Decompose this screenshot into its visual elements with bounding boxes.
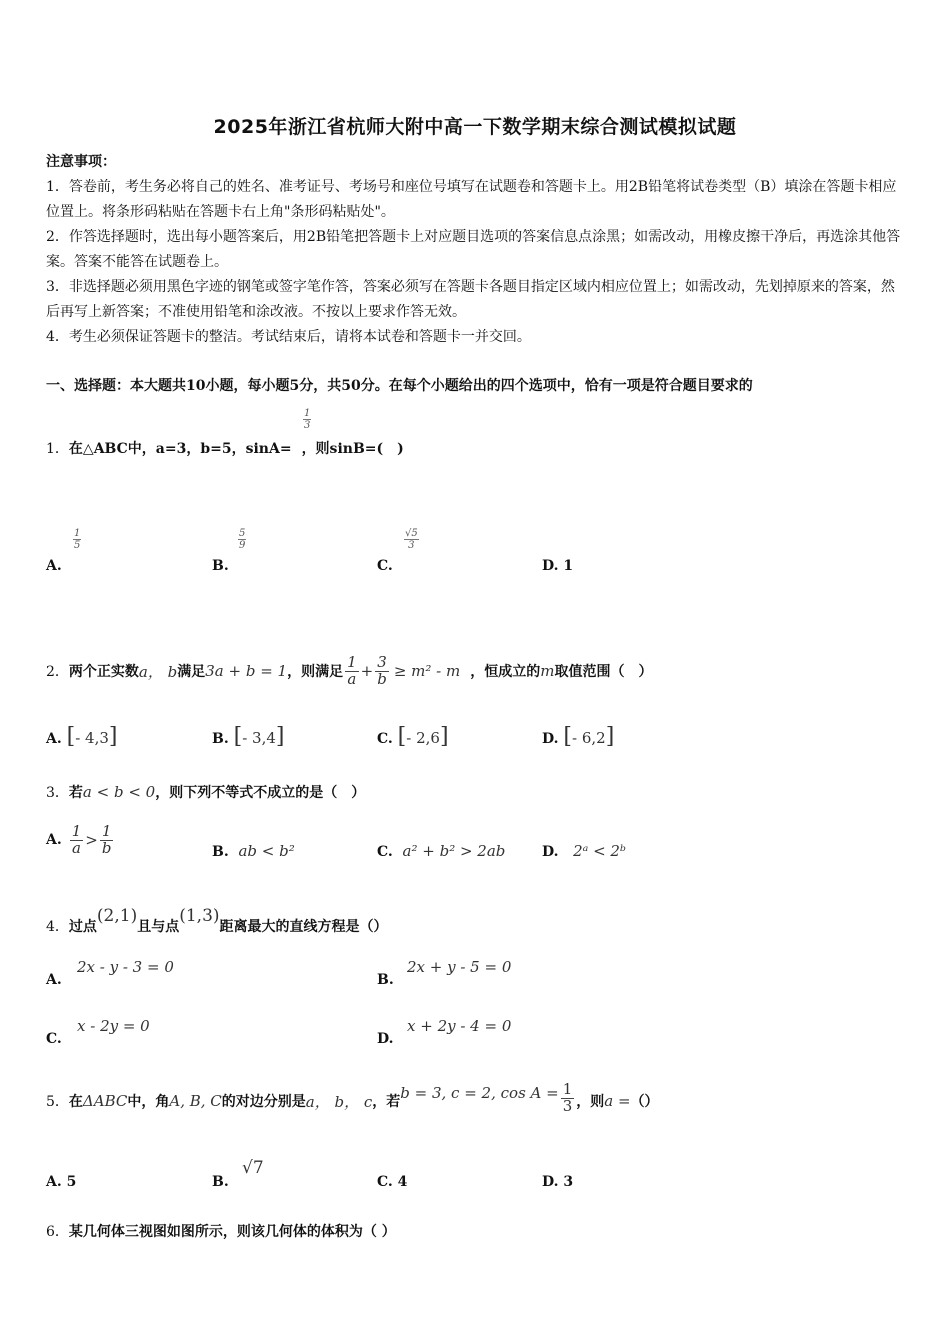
question-5	[46, 1076, 659, 1126]
q5-option-a-value: 5	[66, 1174, 77, 1190]
q4-text-1: 过点	[68, 919, 97, 935]
q5-option-d-label: D.	[542, 1174, 559, 1190]
q1-sina-num: 1	[304, 408, 311, 419]
q1-text-b: ，则sinB=( )	[301, 441, 404, 457]
q5-math-1: ΔABC	[82, 1092, 128, 1110]
q2-text-2: 满足	[177, 664, 206, 680]
q2-frac-2-num: 3	[377, 652, 387, 671]
q2-option-a-value: - 4,3	[75, 729, 109, 747]
q3-option-b-value: ab < b²	[238, 842, 295, 860]
q2-option-b-value: - 3,4	[242, 729, 276, 747]
section-heading: 一、选择题：本大题共10小题，每小题5分，共50分。在每个小题给出的四个选项中，恰有一项是符合题目要求的	[46, 378, 753, 394]
q1-sina-fraction	[303, 408, 311, 431]
notice-item-1: 1．答卷前，考生务必将自己的姓名、准考证号、考场号和座位号填写在试题卷和答题卡上。用2B铅笔将试卷类型（B）填涂在答题卡相应位置上。将条形码粘贴在答题卡右上角"条形码粘贴处"。	[46, 179, 897, 220]
q1-text-a: 在△ABC中，a=3，b=5，sinA=	[68, 441, 292, 457]
q2-text-5: 取值范围（ ）	[554, 664, 653, 680]
q2-option-b[interactable]	[212, 724, 284, 749]
q1-option-c[interactable]	[377, 558, 393, 574]
question-1	[46, 438, 404, 458]
q2-option-b-label: B.	[212, 731, 229, 747]
q5-option-b-label-wrap[interactable]	[212, 1174, 229, 1190]
question-3	[46, 782, 365, 802]
q1-option-b-den: 9	[239, 540, 246, 551]
q2-frac-1-den: a	[347, 669, 357, 688]
q5-option-b[interactable]	[242, 1158, 264, 1178]
q2-text-3: ，则满足	[287, 664, 344, 680]
q2-option-c-label: C.	[377, 731, 393, 747]
q4-text-3: 距离最大的直线方程是（）	[219, 919, 388, 935]
q5-option-c-label: C.	[377, 1174, 393, 1190]
q1-option-b-label: B.	[212, 558, 229, 574]
q2-option-c-interval: [- 2,6]	[397, 724, 449, 749]
q1-option-c-num: √5	[405, 528, 418, 539]
question-6	[46, 1221, 396, 1241]
q4-option-b-value: 2x + y - 5 = 0	[407, 958, 512, 976]
q4-option-d-label-wrap[interactable]	[377, 1031, 394, 1047]
q5-option-c-value: 4	[397, 1174, 408, 1190]
q3-option-c[interactable]	[377, 842, 505, 860]
q3-option-c-value: a² + b² > 2ab	[402, 842, 506, 860]
q5-option-b-label: B.	[212, 1174, 229, 1190]
q3-option-a-rd: b	[101, 838, 112, 857]
notice-heading: 注意事项：	[46, 154, 116, 170]
notice-item-4: 4．考生必须保证答题卡的整洁。考试结束后，请将本试卷和答题卡一并交回。	[46, 329, 531, 345]
q3-option-a[interactable]	[46, 815, 115, 865]
q3-option-b[interactable]	[212, 842, 295, 860]
q4-option-b-label: B.	[377, 972, 394, 988]
q1-option-d-value: 1	[563, 558, 574, 574]
q2-frac-1	[345, 652, 359, 688]
q4-option-b-label-wrap[interactable]	[377, 972, 394, 988]
q5-option-d[interactable]	[542, 1174, 573, 1190]
q5-math-5: a =	[604, 1092, 631, 1110]
q3-option-d-value: 2ᵃ < 2ᵇ	[573, 842, 626, 860]
q4-option-d[interactable]	[407, 1017, 511, 1035]
q5-option-d-value: 3	[563, 1174, 574, 1190]
q5-frac-num: 1	[562, 1079, 573, 1098]
q2-option-d-label: D.	[542, 731, 559, 747]
q2-option-d-interval: [- 6,2]	[563, 724, 615, 749]
q3-number: 3．	[46, 785, 69, 801]
q3-option-d-label: D.	[542, 844, 559, 860]
q4-option-c-label: C.	[46, 1031, 62, 1047]
q1-option-d[interactable]	[542, 558, 573, 574]
q3-option-a-ld: a	[72, 838, 81, 857]
q2-inequality: ≥ m² - m	[393, 662, 461, 680]
q3-math-1: a < b < 0	[82, 783, 156, 801]
q3-option-a-frac-left	[70, 821, 84, 857]
notice-item-2: 2．作答选择题时，选出每小题答案后，用2B铅笔把答题卡上对应题目选项的答案信息点涂黑；如需改动，用橡皮擦干净后，再选涂其他答案。答案不能答在试题卷上。	[46, 229, 901, 270]
question-4	[46, 900, 388, 936]
q5-math-2: A, B, C	[169, 1092, 222, 1110]
q5-cos-fraction	[561, 1079, 575, 1115]
q5-option-b-value: √7	[242, 1158, 264, 1178]
q3-option-b-label: B.	[212, 844, 229, 860]
q2-number: 2．	[46, 664, 69, 680]
q2-option-a-label: A.	[46, 731, 62, 747]
q6-text: 某几何体三视图如图所示，则该几何体的体积为（ ）	[68, 1224, 396, 1240]
q3-option-c-label: C.	[377, 844, 393, 860]
q1-option-a-label: A.	[46, 558, 62, 574]
q3-text-2: ，则下列不等式不成立的是（ ）	[155, 785, 366, 801]
q3-option-d[interactable]	[542, 842, 626, 860]
q4-option-a-label: A.	[46, 972, 62, 988]
q2-option-c[interactable]	[377, 724, 449, 749]
q2-text-4: ，恒成立的	[470, 664, 541, 680]
q4-option-c[interactable]	[77, 1017, 150, 1035]
q4-point-2: (1,3)	[179, 906, 220, 926]
q4-option-d-label: D.	[377, 1031, 394, 1047]
q5-text-2: 中，角	[127, 1094, 170, 1110]
q4-option-a-label-wrap[interactable]	[46, 972, 62, 988]
q4-option-a[interactable]	[77, 958, 174, 976]
q3-option-a-rn: 1	[101, 821, 112, 840]
q1-option-a-num: 1	[74, 528, 81, 539]
q2-option-a-interval: [- 4,3]	[66, 724, 118, 749]
q1-option-b-fraction	[238, 528, 246, 551]
q3-option-a-label: A.	[46, 832, 62, 848]
q2-math-1: a， b	[138, 662, 178, 681]
q4-option-d-value: x + 2y - 4 = 0	[407, 1017, 512, 1035]
q4-option-b[interactable]	[407, 958, 511, 976]
q5-number: 5．	[46, 1094, 69, 1110]
q4-text-2: 且与点	[137, 919, 180, 935]
q1-option-c-den: 3	[408, 540, 415, 551]
q2-plus: +	[360, 662, 374, 680]
q3-text-1: 若	[68, 785, 83, 801]
q2-option-c-value: - 2,6	[406, 729, 440, 747]
q2-math-2: 3a + b = 1	[205, 662, 288, 680]
q2-frac-1-num: 1	[347, 652, 357, 671]
q1-option-a-fraction	[73, 528, 81, 551]
notice-item-3: 3．非选择题必须用黑色字迹的钢笔或签字笔作答，答案必须写在答题卡各题目指定区域内相应位置上；如需改动，先划掉原来的答案，然后再写上新答案；不准使用铅笔和涂改液。不按以上要求作答无效。	[46, 279, 895, 320]
q5-math-4: b = 3, c = 2, cos A =	[400, 1084, 559, 1102]
q3-option-a-frac-right	[100, 821, 114, 857]
q2-option-b-interval: [- 3,4]	[233, 724, 285, 749]
q1-option-a-den: 5	[74, 540, 81, 551]
q4-option-c-value: x - 2y = 0	[77, 1017, 150, 1035]
q2-math-3: m	[540, 662, 555, 680]
q3-option-a-ln: 1	[71, 821, 82, 840]
q1-option-a[interactable]	[46, 558, 62, 574]
q1-option-c-fraction	[404, 528, 419, 551]
q5-option-c[interactable]	[377, 1174, 407, 1190]
q5-frac-den: 3	[562, 1096, 573, 1115]
q5-text-4: ，若	[372, 1094, 401, 1110]
q3-option-a-op: >	[85, 831, 98, 849]
q5-math-3: a， b， c	[305, 1092, 373, 1111]
q1-option-d-label: D.	[542, 558, 559, 574]
question-2	[46, 641, 652, 701]
q2-frac-2	[375, 652, 389, 688]
q5-option-a-label: A.	[46, 1174, 62, 1190]
q4-number: 4．	[46, 919, 69, 935]
q5-text-1: 在	[68, 1094, 83, 1110]
q1-number: 1．	[46, 441, 69, 457]
q2-option-d[interactable]	[542, 724, 614, 749]
q1-option-b-num: 5	[239, 528, 246, 539]
q5-text-3: 的对边分别是	[221, 1094, 306, 1110]
q5-option-a[interactable]	[46, 1174, 76, 1190]
q1-option-b[interactable]	[212, 558, 229, 574]
q2-frac-2-den: b	[377, 669, 387, 688]
q6-number: 6．	[46, 1224, 69, 1240]
q4-option-a-value: 2x - y - 3 = 0	[77, 958, 174, 976]
q1-option-c-label: C.	[377, 558, 393, 574]
q4-point-1: (2,1)	[96, 906, 138, 926]
q2-option-d-value: - 6,2	[571, 729, 606, 747]
q5-text-6: （）	[630, 1094, 659, 1110]
q2-option-a[interactable]	[46, 724, 118, 749]
q5-text-5: ，则	[576, 1094, 605, 1110]
q1-sina-den: 3	[304, 420, 311, 431]
page-title: 2025年浙江省杭师大附中高一下数学期末综合测试模拟试题	[213, 116, 737, 138]
q4-option-c-label-wrap[interactable]	[46, 1031, 62, 1047]
notice-block	[46, 150, 906, 350]
q2-text-1: 两个正实数	[68, 664, 139, 680]
